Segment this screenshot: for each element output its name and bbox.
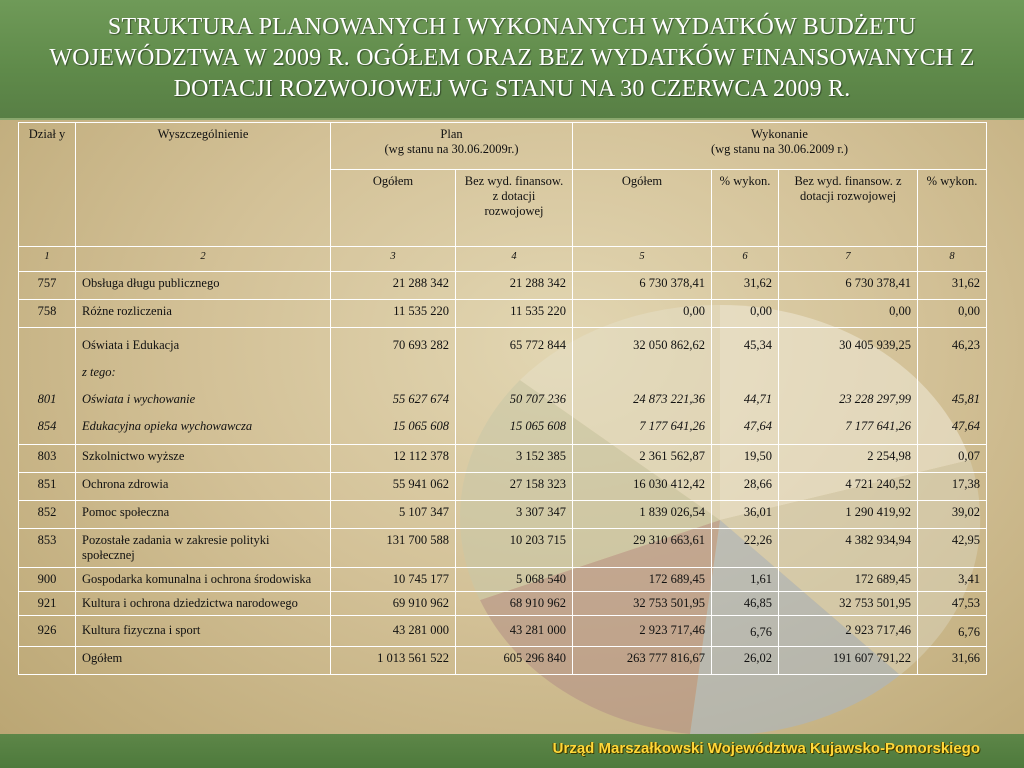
cell-dzial: 758 [19,300,76,328]
cell-plan-bez: 605 296 840 [456,647,573,675]
slide-title: STRUKTURA PLANOWANYCH I WYKONANYCH WYDATKÓW BUDŻETU WOJEWÓDZTWA W 2009 R. OGÓŁEM ORAZ BEZ WYDATKÓW FINANSOWANYCH Z DOTACJI ROZWOJOWEJ WG STANU NA 30 CZERWCA 2009 R. [49,14,975,102]
cell-proc: 22,26 [712,529,779,568]
cell-wyk-bez: 32 753 501,95 [779,592,918,616]
cell-wyk: 0,00 [573,300,712,328]
cell-name: Pomoc społeczna [76,501,331,529]
cell-name-group: Oświata i Edukacja z tego: Oświata i wychowanie Edukacyjna opieka wychowawcza [76,328,331,445]
cell-name: Gospodarka komunalna i ochrona środowiska [76,568,331,592]
cell-name: Szkolnictwo wyższe [76,445,331,473]
header-dzial: Dział y [19,123,76,247]
table-row [19,568,987,592]
cell-wyk-bez: 1 290 419,92 [779,501,918,529]
cell-plan-bez: 10 203 715 [456,529,573,568]
table-row [19,272,987,300]
cell-plan: 1 013 561 522 [331,647,456,675]
cell-plan-bez: 3 307 347 [456,501,573,529]
table-row-oswiata-group [19,328,987,445]
table-row [19,501,987,529]
cell-proc: 31,62 [712,272,779,300]
header-ogolem-wyk: Ogółem [573,170,712,247]
cell-name: Obsługa długu publicznego [76,272,331,300]
cell-proc-bez: 47,53 [918,592,987,616]
cell-name: Kultura i ochrona dziedzictwa narodowego [76,592,331,616]
table-header-row [19,123,987,170]
cell-proc-group: 45,34 44,71 47,64 [712,328,779,445]
cell-name: Kultura fizyczna i sport [76,616,331,647]
header-bez-wyd-plan: Bez wyd. finansow. z dotacji rozwojowej [456,170,573,247]
cell-wyk-bez: 0,00 [779,300,918,328]
cell-dzial: 851 [19,473,76,501]
cell-plan-bez: 27 158 323 [456,473,573,501]
column-number-row [19,247,987,272]
header-wyszczegolnienie: Wyszczególnienie [76,123,331,247]
table-row [19,473,987,501]
cell-wyk-bez: 172 689,45 [779,568,918,592]
cell-proc: 28,66 [712,473,779,501]
col-number: 1 [19,247,76,272]
cell-proc: 26,02 [712,647,779,675]
col-number: 2 [76,247,331,272]
cell-dzial-group: 801 854 [19,328,76,445]
table-row [19,592,987,616]
cell-plan-bez-group: 65 772 844 50 707 236 15 065 608 [456,328,573,445]
cell-wyk: 263 777 816,67 [573,647,712,675]
cell-dzial [19,647,76,675]
cell-plan: 69 910 962 [331,592,456,616]
cell-name: Ochrona zdrowia [76,473,331,501]
cell-wyk-bez-group: 30 405 939,25 23 228 297,99 7 177 641,26 [779,328,918,445]
cell-plan-bez: 11 535 220 [456,300,573,328]
cell-plan-bez: 3 152 385 [456,445,573,473]
cell-proc-bez: 17,38 [918,473,987,501]
cell-proc-bez: 0,07 [918,445,987,473]
cell-proc: 46,85 [712,592,779,616]
cell-proc-bez: 31,66 [918,647,987,675]
col-number: 7 [779,247,918,272]
cell-wyk-bez: 4 382 934,94 [779,529,918,568]
header-ogolem-plan: Ogółem [331,170,456,247]
col-number: 3 [331,247,456,272]
cell-wyk: 29 310 663,61 [573,529,712,568]
cell-plan: 21 288 342 [331,272,456,300]
cell-plan-bez: 5 068 540 [456,568,573,592]
cell-wyk: 16 030 412,42 [573,473,712,501]
col-number: 8 [918,247,987,272]
cell-dzial: 900 [19,568,76,592]
cell-plan-bez: 68 910 962 [456,592,573,616]
cell-plan: 10 745 177 [331,568,456,592]
cell-dzial: 757 [19,272,76,300]
cell-dzial: 926 [19,616,76,647]
cell-proc-bez: 42,95 [918,529,987,568]
col-number: 4 [456,247,573,272]
cell-proc: 1,61 [712,568,779,592]
cell-wyk: 6 730 378,41 [573,272,712,300]
cell-proc-bez: 6,76 [918,616,987,647]
cell-proc-bez: 3,41 [918,568,987,592]
cell-wyk-bez: 6 730 378,41 [779,272,918,300]
cell-wyk-bez: 2 254,98 [779,445,918,473]
cell-proc: 19,50 [712,445,779,473]
cell-wyk: 172 689,45 [573,568,712,592]
col-number: 6 [712,247,779,272]
cell-proc-bez: 31,62 [918,272,987,300]
cell-wyk: 2 923 717,46 [573,616,712,647]
cell-wyk-group: 32 050 862,62 24 873 221,36 7 177 641,26 [573,328,712,445]
cell-proc: 0,00 [712,300,779,328]
cell-plan-bez: 21 288 342 [456,272,573,300]
cell-proc-bez-group: 46,23 45,81 47,64 [918,328,987,445]
header-proc-wyk: % wykon. [712,170,779,247]
cell-name: Pozostałe zadania w zakresie polityki społecznej [76,529,331,568]
cell-dzial: 921 [19,592,76,616]
cell-plan-bez: 43 281 000 [456,616,573,647]
cell-wyk-bez: 191 607 791,22 [779,647,918,675]
cell-dzial: 852 [19,501,76,529]
col-number: 5 [573,247,712,272]
cell-proc-bez: 39,02 [918,501,987,529]
cell-plan: 12 112 378 [331,445,456,473]
title-band [0,0,1024,120]
header-wykonanie: Wykonanie (wg stanu na 30.06.2009 r.) [573,123,987,170]
cell-name: Różne rozliczenia [76,300,331,328]
cell-plan: 11 535 220 [331,300,456,328]
cell-plan: 131 700 588 [331,529,456,568]
cell-plan: 5 107 347 [331,501,456,529]
table-row [19,529,987,568]
cell-proc: 36,01 [712,501,779,529]
cell-plan: 55 941 062 [331,473,456,501]
cell-plan: 43 281 000 [331,616,456,647]
cell-name: Ogółem [76,647,331,675]
cell-proc-bez: 0,00 [918,300,987,328]
cell-proc: 6,76 [712,616,779,647]
cell-wyk-bez: 2 923 717,46 [779,616,918,647]
header-plan: Plan (wg stanu na 30.06.2009r.) [331,123,573,170]
cell-wyk: 32 753 501,95 [573,592,712,616]
budget-table [18,122,987,675]
footer-band [0,734,1024,768]
cell-plan-group: 70 693 282 55 627 674 15 065 608 [331,328,456,445]
table-row [19,300,987,328]
table-row [19,445,987,473]
cell-wyk: 1 839 026,54 [573,501,712,529]
footer-institution: Urząd Marszałkowski Województwa Kujawsko-Pomorskiego [552,740,980,757]
header-proc-wyk-bez: % wykon. [918,170,987,247]
cell-dzial: 853 [19,529,76,568]
table-row [19,616,987,647]
header-bez-wyd-wyk: Bez wyd. finansow. z dotacji rozwojowej [779,170,918,247]
table-row-total [19,647,987,675]
cell-wyk-bez: 4 721 240,52 [779,473,918,501]
cell-wyk: 2 361 562,87 [573,445,712,473]
cell-dzial: 803 [19,445,76,473]
